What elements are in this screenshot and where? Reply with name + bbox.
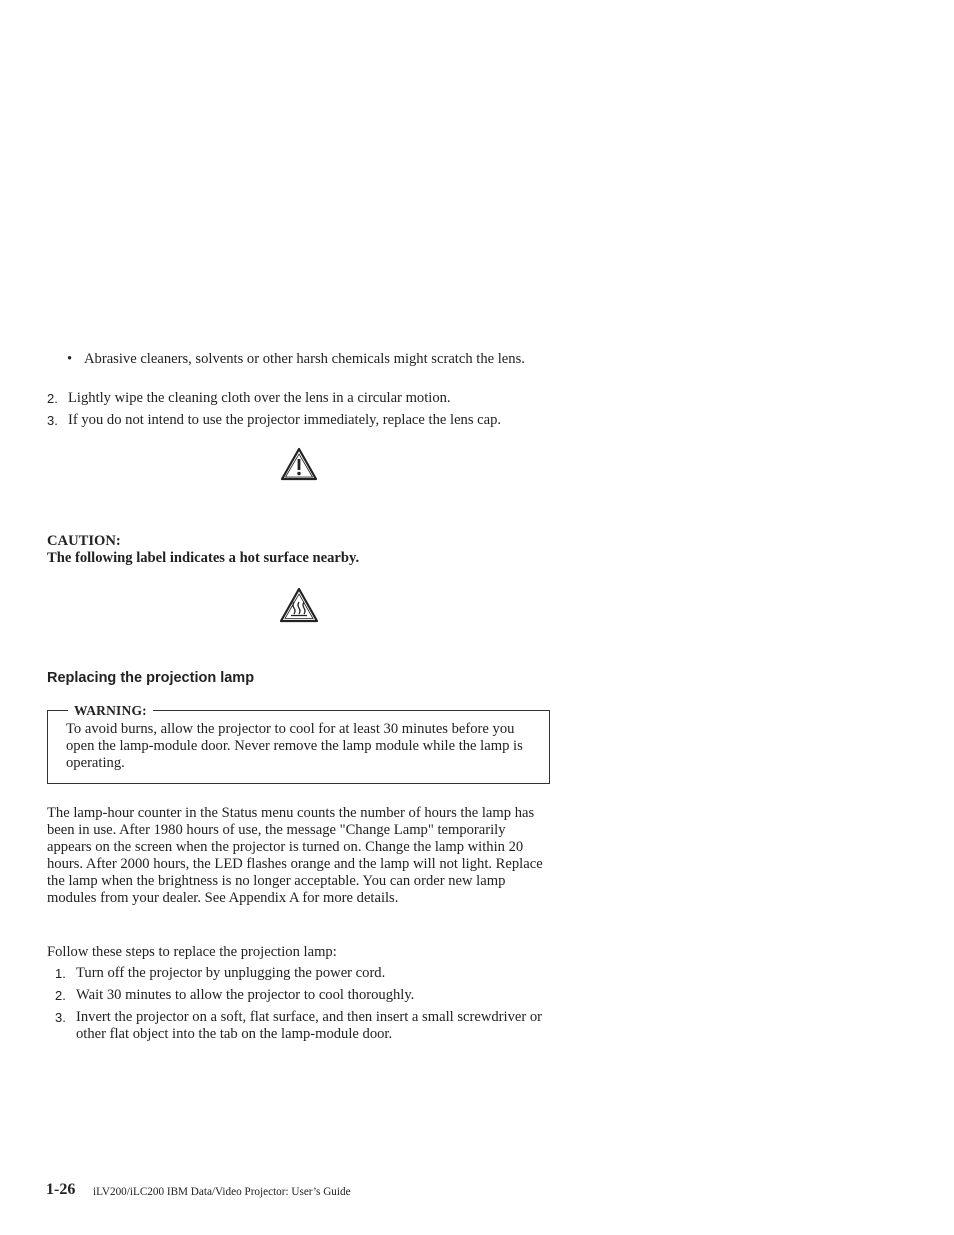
step-number: 3. (55, 1010, 66, 1025)
steps-intro: Follow these steps to replace the projection lamp: (47, 944, 337, 960)
warning-text: To avoid burns, allow the projector to cool for at least 30 minutes before you open the lamp-module door. Never remove the lamp module while the lamp is operating. (66, 721, 523, 771)
step-number: 1. (55, 966, 66, 981)
step-number: 3. (47, 413, 58, 428)
step-number: 2. (55, 988, 66, 1003)
step-text: Turn off the projector by unplugging the power cord. (76, 965, 386, 981)
body-paragraph: The lamp-hour counter in the Status menu counts the number of hours the lamp has been in use. After 1980 hours of use, the message "Change Lamp" temporarily appears on the screen when the projector is turned on. Change the lamp within 20 hours. After 2000 hours, the LED flashes orange and the lamp will not light. Replace the lamp when the brightness is no longer acceptable. You can order new lamp modules from your dealer. See Appendix A for more details. (47, 805, 543, 906)
warning-label: WARNING: (68, 703, 153, 719)
warning-box (47, 703, 550, 784)
caution-text: The following label indicates a hot surface nearby. (47, 550, 360, 566)
hot-surface-icon (279, 587, 319, 623)
step-text: Wait 30 minutes to allow the projector to cool thoroughly. (76, 987, 415, 1003)
page-number: 1-26 (46, 1181, 76, 1198)
step-number: 2. (47, 391, 58, 406)
bullet-text: Abrasive cleaners, solvents or other harsh chemicals might scratch the lens. (84, 351, 525, 367)
bullet-marker: • (67, 351, 73, 367)
warning-triangle-icon (280, 447, 318, 481)
footer-title: iLV200/iLC200 IBM Data/Video Projector: User’s Guide (93, 1186, 351, 1198)
step-text: Lightly wipe the cleaning cloth over the lens in a circular motion. (68, 390, 451, 406)
caution-heading: CAUTION: (47, 533, 121, 549)
step-text: If you do not intend to use the projector immediately, replace the lens cap. (68, 412, 502, 428)
step-text: Invert the projector on a soft, flat surface, and then insert a small screwdriver or other flat object into the tab on the lamp-module door. (76, 1009, 543, 1042)
section-title: Replacing the projection lamp (47, 670, 255, 686)
